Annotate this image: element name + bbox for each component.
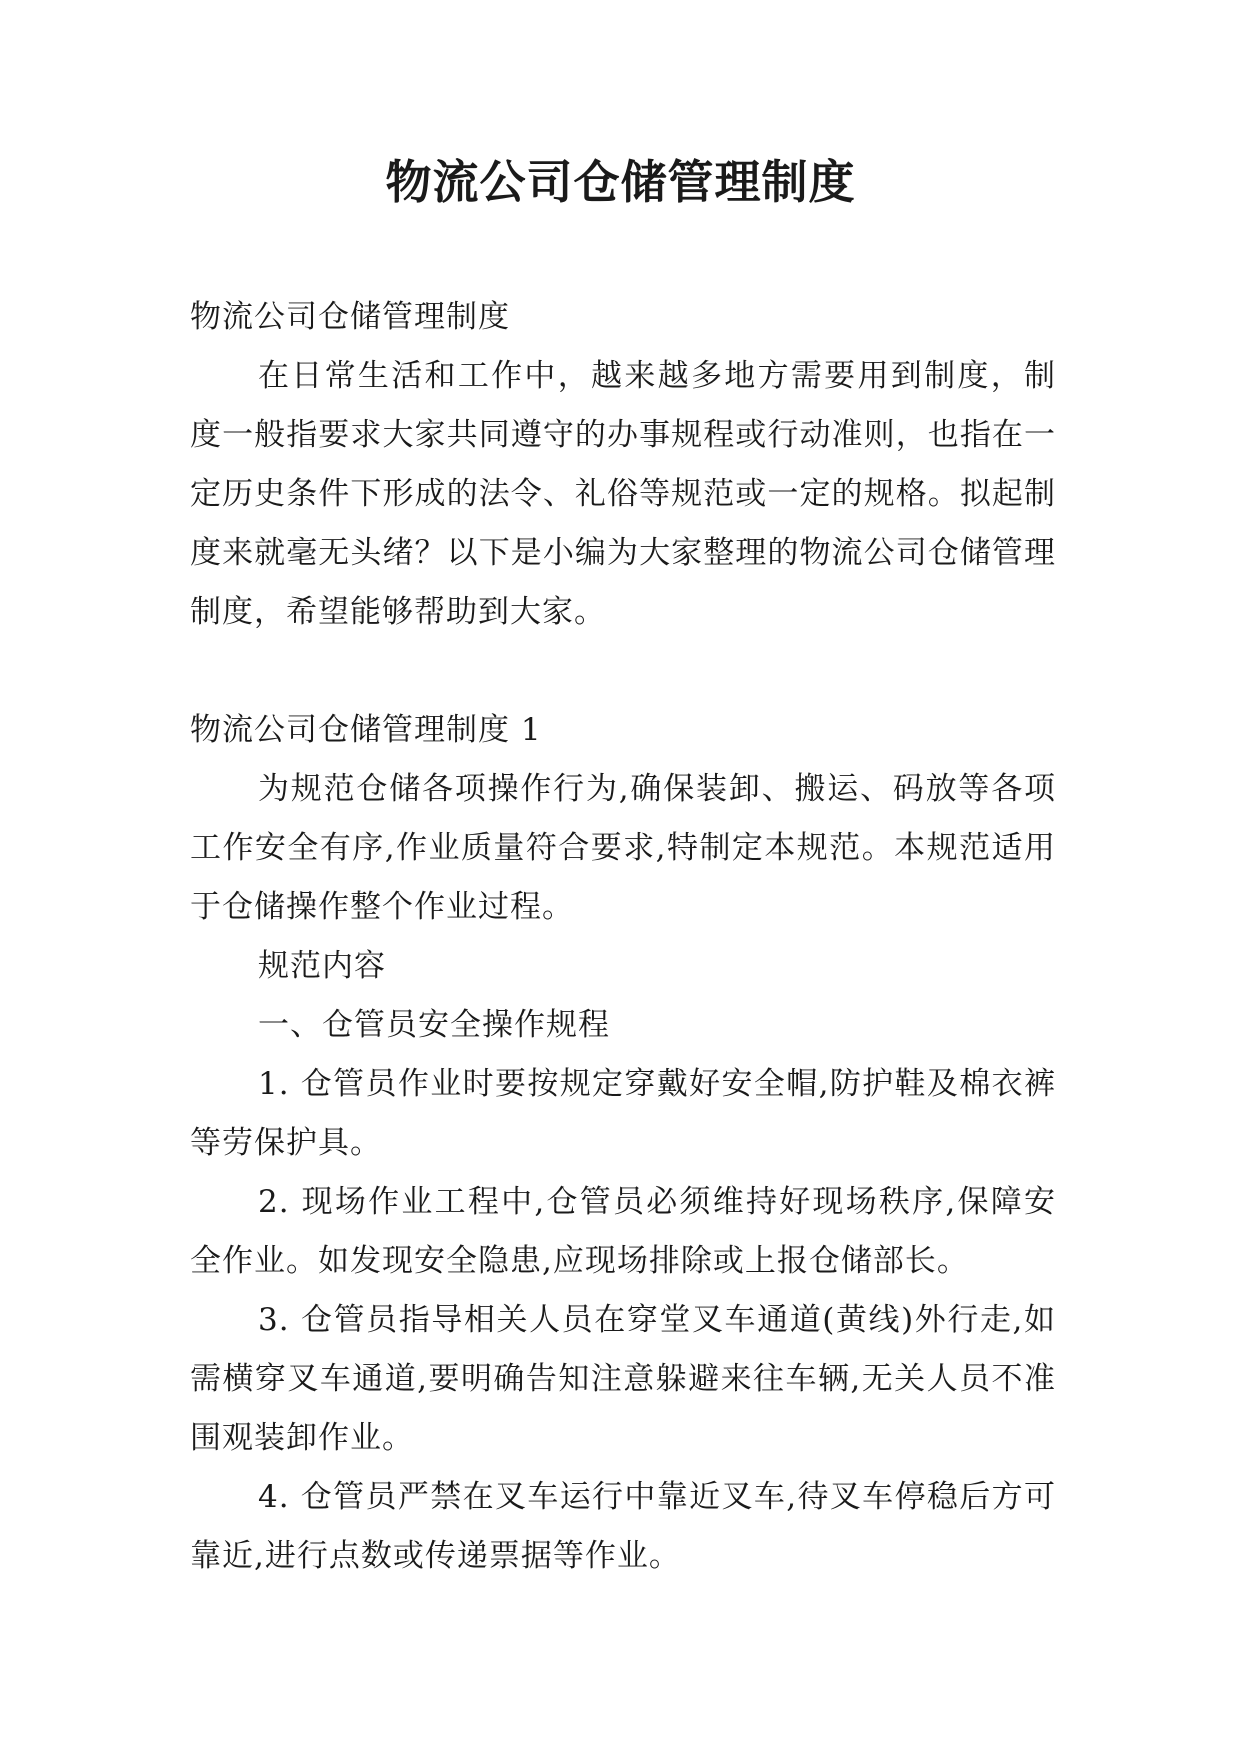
document-body xyxy=(190,288,1056,1586)
purpose-paragraph: 为规范仓储各项操作行为,确保装卸、搬运、码放等各项工作安全有序,作业质量符合要求,特制定本规范。本规范适用于仓储操作整个作业过程。 xyxy=(190,771,1056,925)
subheading-safety-rules: 一、仓管员安全操作规程 xyxy=(258,1007,610,1043)
rule-item-2: 2. 现场作业工程中,仓管员必须维持好现场秩序,保障安全作业。如发现安全隐患,应现场排除或上报仓储部长。 xyxy=(190,1184,1056,1279)
rule-item-1: 1. 仓管员作业时要按规定穿戴好安全帽,防护鞋及棉衣裤等劳保护具。 xyxy=(190,1066,1056,1161)
rule-item-4: 4. 仓管员严禁在叉车运行中靠近叉车,待叉车停稳后方可靠近,进行点数或传递票据等作业。 xyxy=(190,1479,1056,1574)
paragraph-spacer xyxy=(190,642,1056,701)
subheading-content: 规范内容 xyxy=(258,948,386,984)
rule-item-3: 3. 仓管员指导相关人员在穿堂叉车通道(黄线)外行走,如需横穿叉车通道,要明确告知注意躲避来往车辆,无关人员不准围观装卸作业。 xyxy=(190,1302,1056,1456)
section-heading-intro: 物流公司仓储管理制度 xyxy=(190,299,510,335)
document-title: 物流公司仓储管理制度 xyxy=(385,155,856,209)
section-heading-1: 物流公司仓储管理制度 1 xyxy=(190,712,542,748)
intro-paragraph: 在日常生活和工作中，越来越多地方需要用到制度，制度一般指要求大家共同遵守的办事规程或行动准则，也指在一定历史条件下形成的法令、礼俗等规范或一定的规格。拟起制度来就毫无头绪？以下是小编为大家整理的物流公司仓储管理制度，希望能够帮助到大家。 xyxy=(190,358,1056,630)
